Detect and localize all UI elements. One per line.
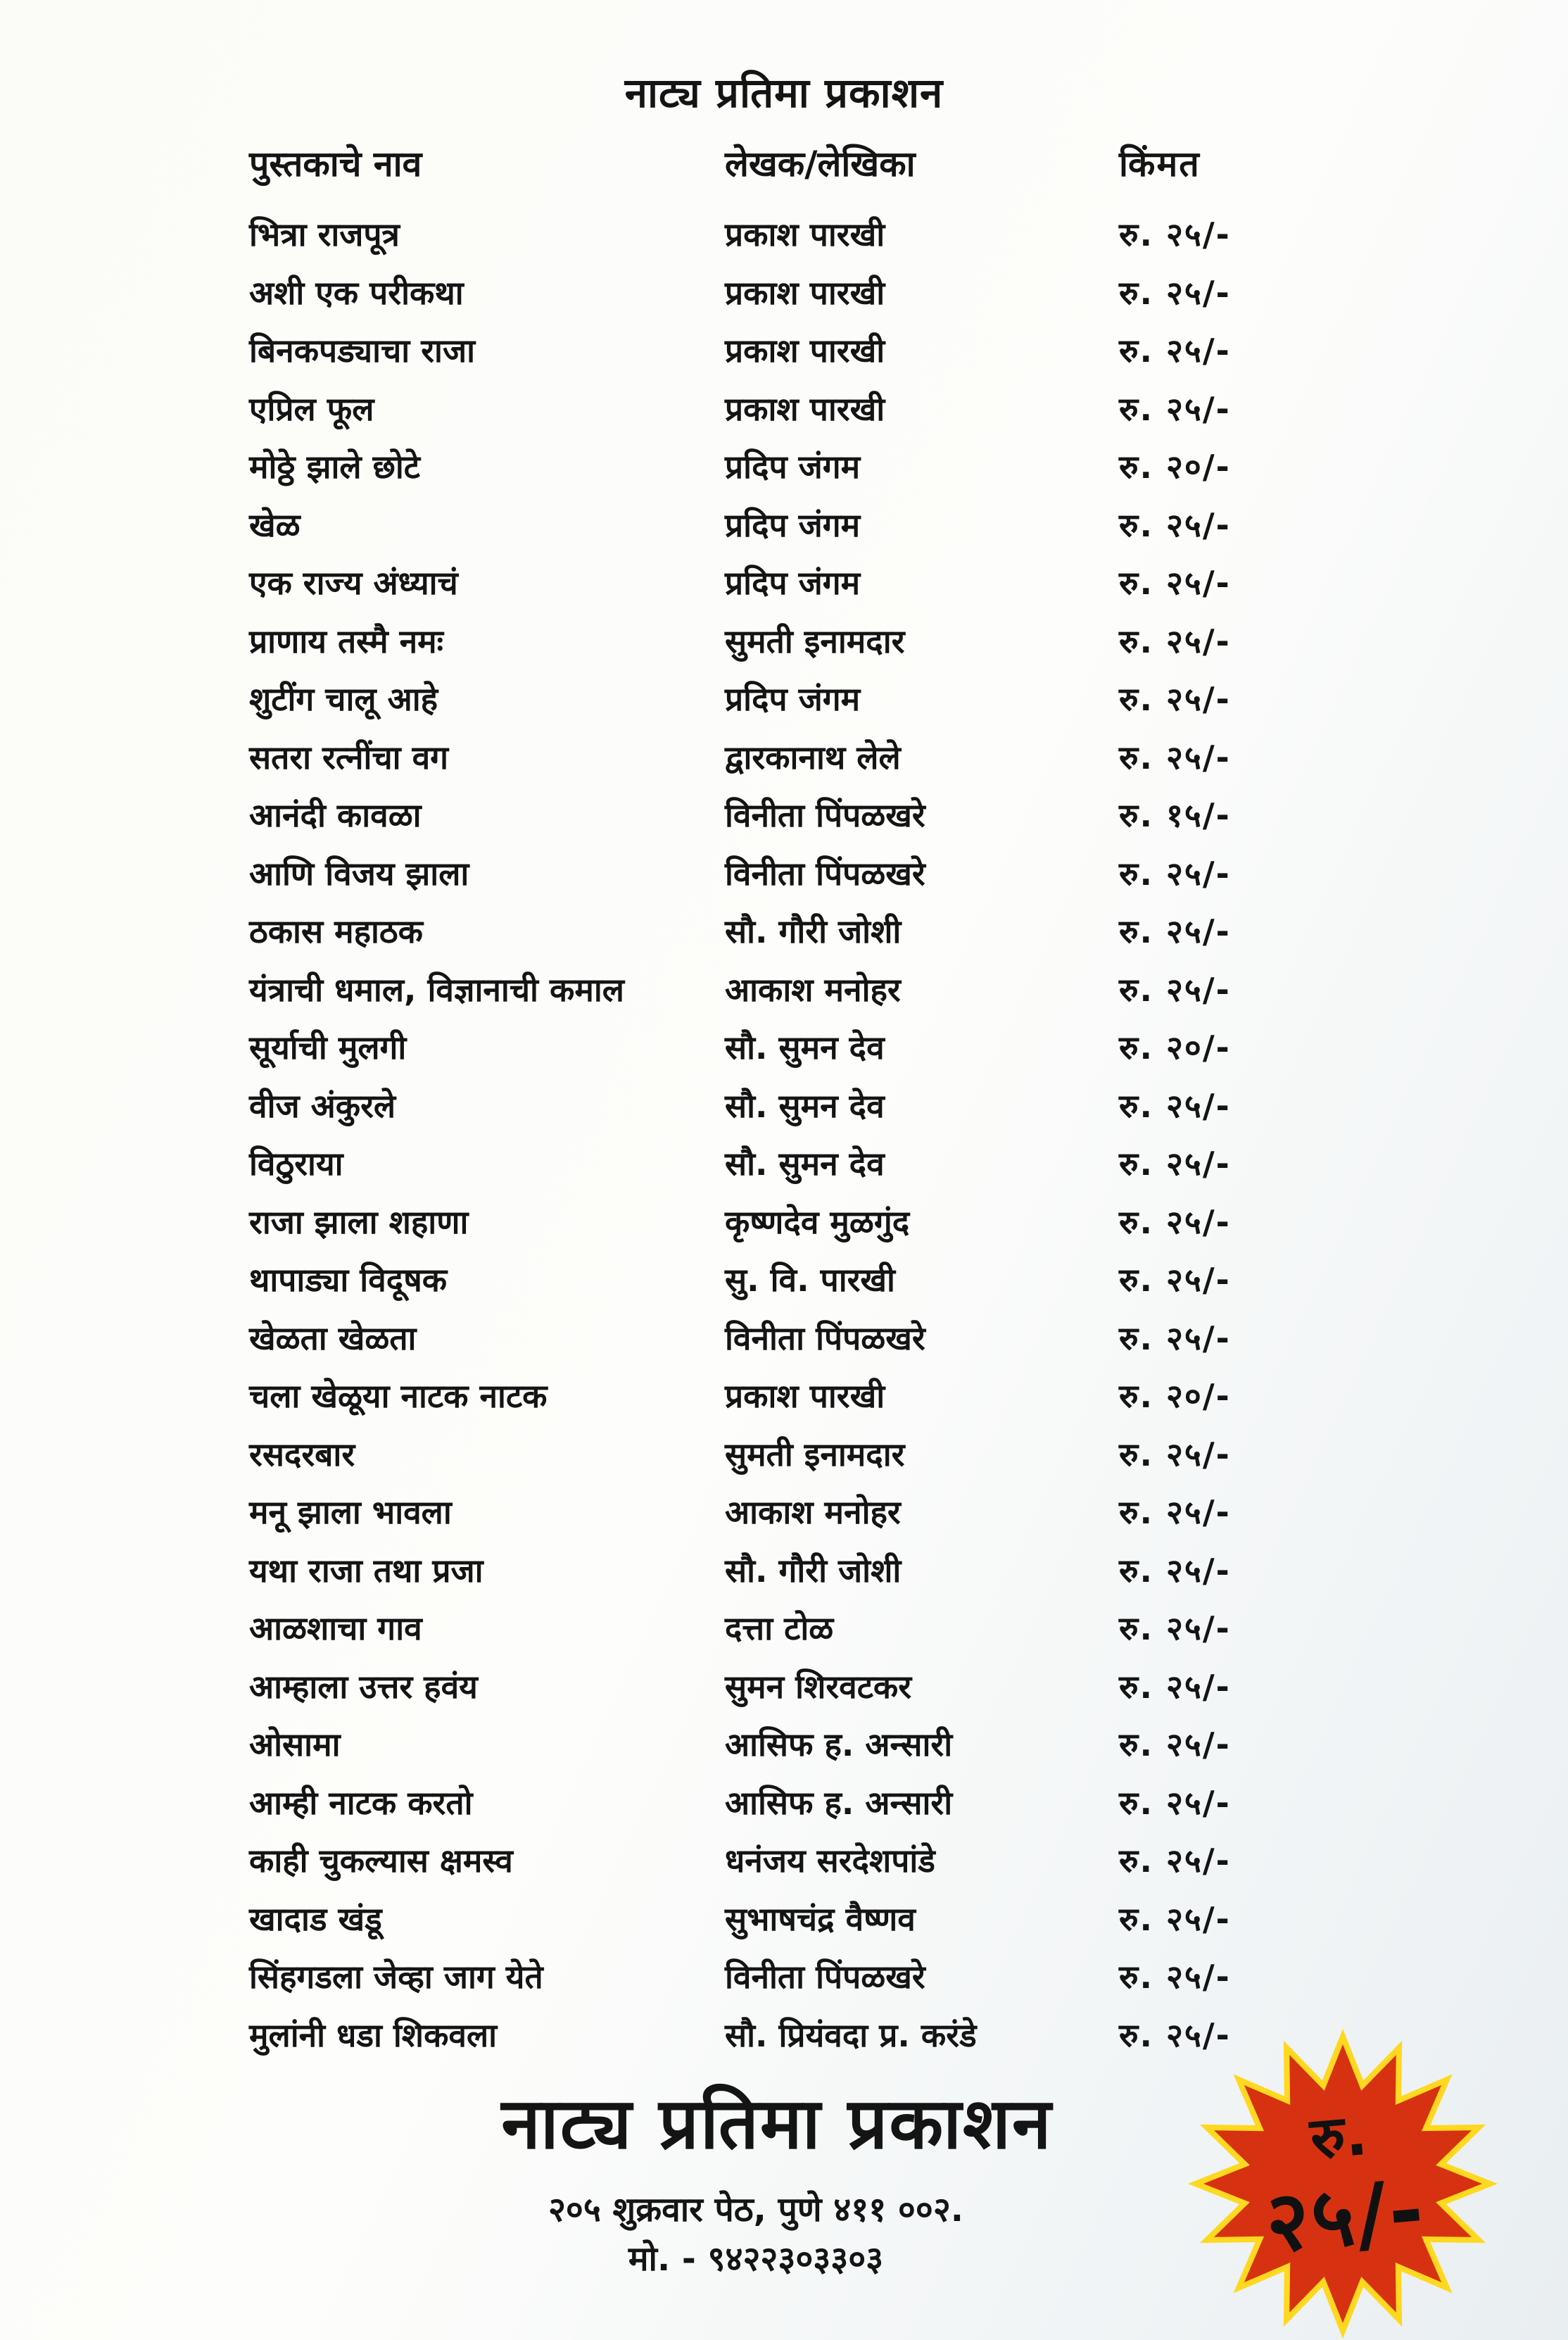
book-price: रु. २५/- xyxy=(1119,1145,1231,1183)
book-title: चला खेळूया नाटक नाटक xyxy=(249,1377,548,1415)
table-row xyxy=(246,496,1316,555)
publisher-phone: मो. - ९४२२३०३३०३ xyxy=(628,2239,884,2279)
table-row xyxy=(246,1774,1316,1832)
book-title: आणि विजय झाला xyxy=(249,854,469,893)
book-author: सौ. सुमन देव xyxy=(725,1029,885,1067)
book-author: प्रदिप जंगम xyxy=(725,680,861,718)
book-title: ठकास महाठक xyxy=(249,912,423,950)
book-author: सौ. प्रियंवदा प्र. करंडे xyxy=(725,2015,977,2054)
book-list xyxy=(246,206,1316,2064)
table-row xyxy=(246,1599,1316,1658)
book-author: विनीता पिंपळखरे xyxy=(725,1958,925,1996)
book-author: धनंजय सरदेशपांडे xyxy=(725,1842,935,1880)
book-author: सौ. सुमन देव xyxy=(725,1086,885,1125)
book-price: रु. २५/- xyxy=(1119,1319,1231,1357)
table-row xyxy=(246,380,1316,439)
book-title: सिंहगडला जेव्हा जाग येते xyxy=(249,1958,543,1996)
column-header-author: लेखक/लेखिका xyxy=(725,144,916,184)
book-title: प्राणाय तस्मै नमः xyxy=(249,622,443,660)
book-title: मोठ्ठे झाले छोटे xyxy=(249,448,420,486)
table-row xyxy=(246,554,1316,612)
book-price: रु. २०/- xyxy=(1119,1029,1231,1067)
book-price: रु. २५/- xyxy=(1119,738,1231,776)
book-author: सुभाषचंद्र वैष्णव xyxy=(725,1899,916,1938)
badge-currency: रु. xyxy=(1308,2101,1370,2173)
table-row xyxy=(246,1890,1316,1949)
book-title: आम्ही नाटक करतो xyxy=(249,1783,473,1822)
book-author: विनीता पिंपळखरे xyxy=(725,854,925,893)
publisher-name: नाट्य प्रतिमा प्रकाशन xyxy=(501,2082,1053,2165)
book-author: सौ. सुमन देव xyxy=(725,1145,885,1183)
book-author: कृष्णदेव मुळगुंद xyxy=(725,1202,910,1241)
book-price: रु. २५/- xyxy=(1119,1261,1231,1299)
book-title: सतरा रत्नींचा वग xyxy=(249,738,449,776)
book-title: ओसामा xyxy=(249,1725,341,1763)
book-author: सुमती इनामदार xyxy=(725,1435,905,1473)
table-row xyxy=(246,322,1316,380)
book-author: सुमती इनामदार xyxy=(725,622,905,660)
table-row xyxy=(246,1716,1316,1774)
book-title: यथा राजा तथा प्रजा xyxy=(249,1551,483,1590)
book-title: खेळता खेळता xyxy=(249,1319,417,1357)
book-title: राजा झाला शहाणा xyxy=(249,1202,469,1241)
book-author: आसिफ ह. अन्सारी xyxy=(725,1725,953,1763)
table-row xyxy=(246,264,1316,322)
book-title: वीज अंकुरले xyxy=(249,1086,396,1125)
table-row xyxy=(246,729,1316,787)
book-author: दत्ता टोळ xyxy=(725,1609,834,1647)
book-author: सौ. गौरी जोशी xyxy=(725,1551,902,1590)
book-price: रु. १५/- xyxy=(1119,796,1231,834)
book-price: रु. २५/- xyxy=(1119,1842,1231,1880)
publisher-address: २०५ शुक्रवार पेठ, पुणे ४११ ००२. xyxy=(548,2190,964,2229)
book-title: आनंदी कावळा xyxy=(249,796,422,834)
book-price: रु. २५/- xyxy=(1119,1551,1231,1590)
book-price: रु. २०/- xyxy=(1119,1377,1231,1415)
table-row xyxy=(246,2006,1316,2065)
book-price: रु. २५/- xyxy=(1119,1783,1231,1822)
book-price: रु. २५/- xyxy=(1119,1958,1231,1996)
book-title: विठुराया xyxy=(249,1145,343,1183)
table-row xyxy=(246,438,1316,496)
book-author: प्रकाश पारखी xyxy=(725,273,885,312)
book-title: रसदरबार xyxy=(249,1435,355,1473)
book-price: रु. २५/- xyxy=(1119,1202,1231,1241)
book-title: काही चुकल्यास क्षमस्व xyxy=(249,1842,513,1880)
badge-text xyxy=(1175,2016,1511,2340)
book-price: रु. २५/- xyxy=(1119,564,1231,602)
table-row xyxy=(246,1135,1316,1193)
book-price: रु. २५/- xyxy=(1119,1493,1231,1531)
table-row xyxy=(246,1077,1316,1136)
table-header-row xyxy=(246,141,1316,187)
book-title: एप्रिल फूल xyxy=(249,389,374,428)
book-price: रु. २५/- xyxy=(1119,1609,1231,1647)
book-price: रु. २५/- xyxy=(1119,2015,1231,2054)
book-price: रु. २५/- xyxy=(1119,1435,1231,1473)
book-title: मनू झाला भावला xyxy=(249,1493,452,1531)
book-title: खेळ xyxy=(249,505,301,544)
table-row xyxy=(246,1948,1316,2006)
book-price: रु. २५/- xyxy=(1119,970,1231,1009)
table-row xyxy=(246,1426,1316,1484)
book-title: शुटींग चालू आहे xyxy=(249,680,438,718)
book-title: अशी एक परीकथा xyxy=(249,273,464,312)
book-author: प्रकाश पारखी xyxy=(725,389,885,428)
table-row xyxy=(246,1019,1316,1077)
book-price: रु. २५/- xyxy=(1119,273,1231,312)
table-row xyxy=(246,1193,1316,1252)
book-author: सु. वि. पारखी xyxy=(725,1261,895,1299)
book-title: थापाड्या विदूषक xyxy=(249,1261,448,1299)
book-author: प्रदिप जंगम xyxy=(725,448,861,486)
book-title: भित्रा राजपूत्र xyxy=(249,215,400,253)
book-title: आम्हाला उत्तर हवंय xyxy=(249,1667,478,1706)
book-price: रु. २५/- xyxy=(1119,622,1231,660)
book-author: प्रदिप जंगम xyxy=(725,564,861,602)
book-title: मुलांनी धडा शिकवला xyxy=(249,2015,498,2054)
column-header-book: पुस्तकाचे नाव xyxy=(249,144,422,184)
book-price: रु. २५/- xyxy=(1119,389,1231,428)
table-row xyxy=(246,1251,1316,1309)
book-price: रु. २५/- xyxy=(1119,332,1231,370)
table-row xyxy=(246,1367,1316,1426)
book-title: एक राज्य अंध्याचं xyxy=(249,564,458,602)
book-author: प्रदिप जंगम xyxy=(725,505,861,544)
table-row xyxy=(246,786,1316,845)
book-price: रु. २५/- xyxy=(1119,1667,1231,1706)
table-row xyxy=(246,1309,1316,1368)
book-title: बिनकपड्याचा राजा xyxy=(249,332,475,370)
book-author: द्वारकानाथ लेले xyxy=(725,738,901,776)
book-price: रु. २५/- xyxy=(1119,912,1231,950)
book-price: रु. २५/- xyxy=(1119,1086,1231,1125)
table-row xyxy=(246,612,1316,671)
book-author: प्रकाश पारखी xyxy=(725,215,885,253)
table-row xyxy=(246,670,1316,729)
book-title: सूर्याची मुलगी xyxy=(249,1029,407,1067)
table-row xyxy=(246,1542,1316,1600)
column-header-price: किंमत xyxy=(1119,144,1201,184)
page-title: नाट्य प्रतिमा प्रकाशन xyxy=(624,69,944,117)
book-author: प्रकाश पारखी xyxy=(725,1377,885,1415)
table-row xyxy=(246,961,1316,1019)
book-price: रु. २०/- xyxy=(1119,448,1231,486)
book-author: विनीता पिंपळखरे xyxy=(725,796,925,834)
book-author: आकाश मनोहर xyxy=(725,1493,901,1531)
book-title: खादाड खंडू xyxy=(249,1899,382,1938)
book-author: आसिफ ह. अन्सारी xyxy=(725,1783,953,1822)
table-row xyxy=(246,902,1316,961)
badge-amount: २५/- xyxy=(1262,2160,1429,2272)
book-author: सुमन शिरवटकर xyxy=(725,1667,912,1706)
book-title: यंत्राची धमाल, विज्ञानाची कमाल xyxy=(249,970,624,1009)
book-author: आकाश मनोहर xyxy=(725,970,901,1009)
book-title: आळशाचा गाव xyxy=(249,1609,422,1647)
table-row xyxy=(246,845,1316,903)
table-row xyxy=(246,1483,1316,1542)
table-row xyxy=(246,1832,1316,1890)
book-author: प्रकाश पारखी xyxy=(725,332,885,370)
price-badge xyxy=(1188,2029,1498,2339)
catalog-table xyxy=(246,141,1316,2064)
table-row xyxy=(246,206,1316,264)
book-price: रु. २५/- xyxy=(1119,854,1231,893)
book-price: रु. २५/- xyxy=(1119,505,1231,544)
table-row xyxy=(246,1658,1316,1716)
book-price: रु. २५/- xyxy=(1119,680,1231,718)
book-author: सौ. गौरी जोशी xyxy=(725,912,902,950)
book-price: रु. २५/- xyxy=(1119,215,1231,253)
book-price: रु. २५/- xyxy=(1119,1899,1231,1938)
book-author: विनीता पिंपळखरे xyxy=(725,1319,925,1357)
book-price: रु. २५/- xyxy=(1119,1725,1231,1763)
